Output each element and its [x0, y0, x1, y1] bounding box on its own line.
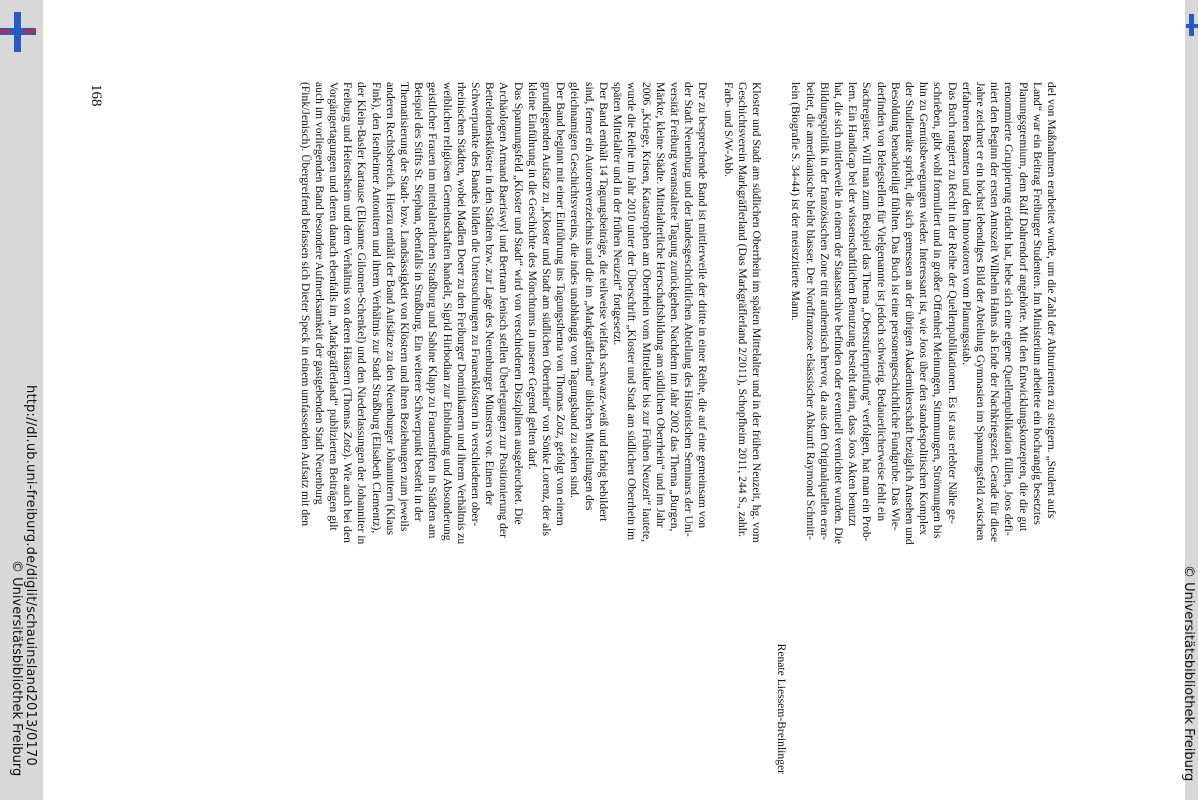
text-line: auch im vorliegenden Band besondere Aufmerksamkeit der gastgebenden Stadt Neuenburg — [312, 82, 326, 505]
text-line: niert den Beginn der ersten Amtszeit Wilhelm Hahns als Ende der Nachkriegszeit. Gerade für diese — [988, 82, 1002, 543]
review1-tail-paragraph — [959, 82, 1058, 774]
text-line: Geschichtsverein Markgräflerland (Das Markgräflerland 2/2011), Schopfheim 2011, 244 S., zahlr. — [735, 82, 749, 538]
text-line: beitet, die amerikanische bleibt blasser. Der Nordfranzose elsässischer Abkunft Raymond Schmitt- — [803, 82, 817, 540]
text-line: Land“ war ein Beitrag Freiburger Studenten. Im Ministerium arbeitete ein hochrangig besetztes — [1030, 82, 1044, 525]
text-line: del von Maßnahmen erarbeitet wurde, um die Zahl der Abiturienten zu steigern. „Student aufs — [1045, 82, 1058, 519]
text-line: Schwerpunkte des Bandes bilden die Untersuchungen zu Frauenklöstern in verschiedenen ober- — [469, 82, 483, 527]
text-line: hin zu Gemütsbewegungen wieder. Interessant ist, wie Joos über den standespolitischen Komplex — [917, 82, 931, 536]
text-line: versität Freiburg veranstaltete Tagung zurückgehen. Nachdem im Jahr 2002 das Thema „Burgen, — [667, 82, 681, 532]
review2-paragraph-3 — [525, 82, 568, 774]
text-line: Freiburg und Heitersheim und dem Verhältnis von deren Häusern (Thomas Zotz). Wie auch bei den — [341, 82, 355, 543]
review2-heading — [720, 82, 763, 774]
text-line: Bettelordensklöster in den Städten bzw. zur Lage des Neuenburger Münsters vor. Einen der — [483, 82, 497, 506]
text-line: Der Band enthält 14 Tagungsbeiträge, die teilweise vielfach schwarz-weiß und farbig bebildert — [596, 82, 610, 522]
text-line: Das Spannungsfeld „Kloster und Stadt“ wird von verschiedenen Disziplinen ausgeleuchtet. Die — [511, 82, 525, 525]
text-line: anderen Rechtsbereich. Hierzu enthält der Band Aufsätze zu den Neuenburger Johannitern (Klaus — [383, 82, 397, 536]
text-line: Der zu besprechende Band ist mittlerweile der dritte in einer Reihe, die auf eine gemeinsam von — [696, 82, 710, 529]
scanned-page-body — [297, 82, 1058, 774]
library-logo-icon-right — [1186, 14, 1198, 36]
text-line: kleine Einführung in die Geschichte des Mönchtums in unserer Gegend gelten darf. — [525, 82, 539, 470]
text-line: der Stadt Neuenburg und der landesgeschichtlichen Abteilung des Historischen Seminars der Uni- — [682, 82, 696, 537]
text-line: geistlicher Frauen im mittelalterlichen Straßburg und Sabine Klapp zu Frauenstiften in Städten am — [426, 82, 440, 539]
text-line: späten Mittelalter und in der frühen Neuzeit“ fortgesetzt. — [611, 82, 625, 346]
text-line: grundlegenden Aufsatz zu „Kloster und Stadt am südlichen Oberrhein“ von Sönke Lorenz, der als — [540, 82, 554, 536]
text-line: Vorgängertagungen und deren danach ebenfalls im „Markgräflerland“ publizierten Beiträgen gilt — [327, 82, 341, 531]
library-logo-icon — [0, 12, 36, 52]
text-line: Sachregister. Will man zum Beispiel das Thema „Oberstufenprüfung“ verfolgen, hat man ein Prob- — [860, 82, 874, 542]
text-line: gleichnamigen Geschichtsvereins, die indes unabhängig vom Tagungsband zu sehen sind. — [568, 82, 582, 498]
text-line: Beispiel des Stifts St. Stephan, ebenfalls in Straßburg. Ein weiterer Schwerpunkt besteht in der — [412, 82, 426, 522]
text-line: der Klein-Basler Kartause (Elisanne Gilomen-Schenkel) und den Niederlassungen der Johanniter in — [355, 82, 369, 545]
text-line: Bildungspolitik in der französischen Zone tritt authentisch hervor, da aus den Originalquellen erar- — [817, 82, 831, 541]
review1-signature: Renate Liessem-Breinlinger — [775, 643, 789, 774]
text-line: 2006 „Kriege, Krisen, Katastrophen am Oberrhein vom Mittelalter bis zur Frühen Neuzeit“ lautete, — [639, 82, 653, 543]
text-line: sind, ferner ein Autorenverzeichnis und die im „Markgräflerland“ üblichen Mitteilungen des — [582, 82, 596, 511]
text-line: hat, die sich mittlerweile in einem der Staatsarchive befinden oder eventuell vernichtet wurden. Die — [831, 82, 845, 544]
review2-paragraph-2 — [567, 82, 610, 774]
text-line: Farb- und S/W-Abb. — [721, 82, 735, 177]
text-line: derfinden von Belegstellen für Vielgenannte ist jedoch schwierig. Bedauerlicherweise fehlt ein — [874, 82, 888, 522]
text-line: Archäologen Armand Baeriswyl und Bertram Jenisch stellen Überlegungen zur Positionierung der — [497, 82, 511, 538]
page-number: 168 — [88, 84, 104, 107]
text-line: erfahrenen Beamten und den Innovatoren vom Planungsstab. — [959, 82, 973, 365]
text-line: schrieben, gibt wohl formuliert und in großer Offenheit Meinungen, Stimmungen, Strömungen bis — [931, 82, 945, 539]
text-line: wurde die Reihe im Jahr 2010 unter der Überschrift „Kloster und Stadt am südlichen Oberrhein im — [625, 82, 639, 541]
text-line: Das Buch rangiert zu Recht in der Reihe der Quellenpublikationen. Es ist aus erlebter Nähe ge- — [945, 82, 959, 524]
text-line: Planungsgremium, dem Ralf Dahrendorf angehörte. Mit den Entwicklungskonzepten, die die gut — [1016, 82, 1030, 532]
text-line: lem. Ein Handicap bei der wissenschaftlichen Benutzung besteht darin, dass Joos Akten benutzt — [846, 82, 860, 527]
text-line: Kloster und Stadt am südlichen Oberrhein im späten Mittelalter und in der frühen Neuzeit, hg. vom — [749, 82, 763, 543]
text-line: Thematisierung der Stadt- bzw. Landsässigkeit von Klöstern und ihren Beziehungen zum jeweils — [398, 82, 412, 532]
text-line: renommierte Gruppierung erdacht hat, hebe sich eine eigene Quellenpublikation füllen, Joos defi- — [1002, 82, 1016, 536]
text-line: lein (Biografie S. 34-44) ist der meistzitierte Mann. — [789, 82, 803, 321]
text-line: Märkte, kleine Städte. Mittelalterliche Herrschaftsbildung am südlichen Oberrhein“ und im Jahr — [653, 82, 667, 528]
copyright-notice-right: © Universitätsbibliothek Freiburg — [1181, 565, 1196, 782]
text-line: Jahre zeichnet er ein höchst lebendiges Bild der Abteilung Gymnasien im Spannungsfeld zwischen — [973, 82, 987, 541]
review2-paragraph-1 — [610, 82, 709, 774]
review1-paragraph — [788, 82, 958, 774]
text-line: rheinischen Städten, wobei Madlen Doerr zu den Freiburger Dominikanern und ihrem Verhältnis zu — [454, 82, 468, 545]
text-line: der Studienräte spricht, die sich gemessen an der übrigen Akademikerschaft bezüglich Ansehen und — [902, 82, 916, 545]
copyright-notice: © Universitätsbibliothek Freiburg — [9, 560, 24, 777]
text-line: (Fink/Jenisch). Übergreifend befassen sich Dieter Speck in einem umfassenden Aufsatz mit den — [298, 82, 312, 527]
text-line: Besoldung benachteiligt fühlten. Das Buch ist eine personengeschichtliche Fundgrube. Das Wie- — [888, 82, 902, 531]
source-url[interactable]: http://dl.ub.uni-freiburg.de/diglit/schauinsland2013/0170 — [23, 385, 38, 766]
review2-paragraph-4 — [297, 82, 524, 774]
text-line: Fink), den Isenheimer Antonitern und ihrem Verhältnis zur Stadt Straßburg (Elisabeth Clementz), — [369, 82, 383, 534]
text-line: Der Band beginnt mit einer Einführung ins Tagungsthema von Thomas Zotz, gefolgt von einem — [554, 82, 568, 526]
text-line: weiblichen religiösen Gemeinschaften handelt, Sigrid Hirbodian zur Einbindung und Absonderung — [440, 82, 454, 541]
